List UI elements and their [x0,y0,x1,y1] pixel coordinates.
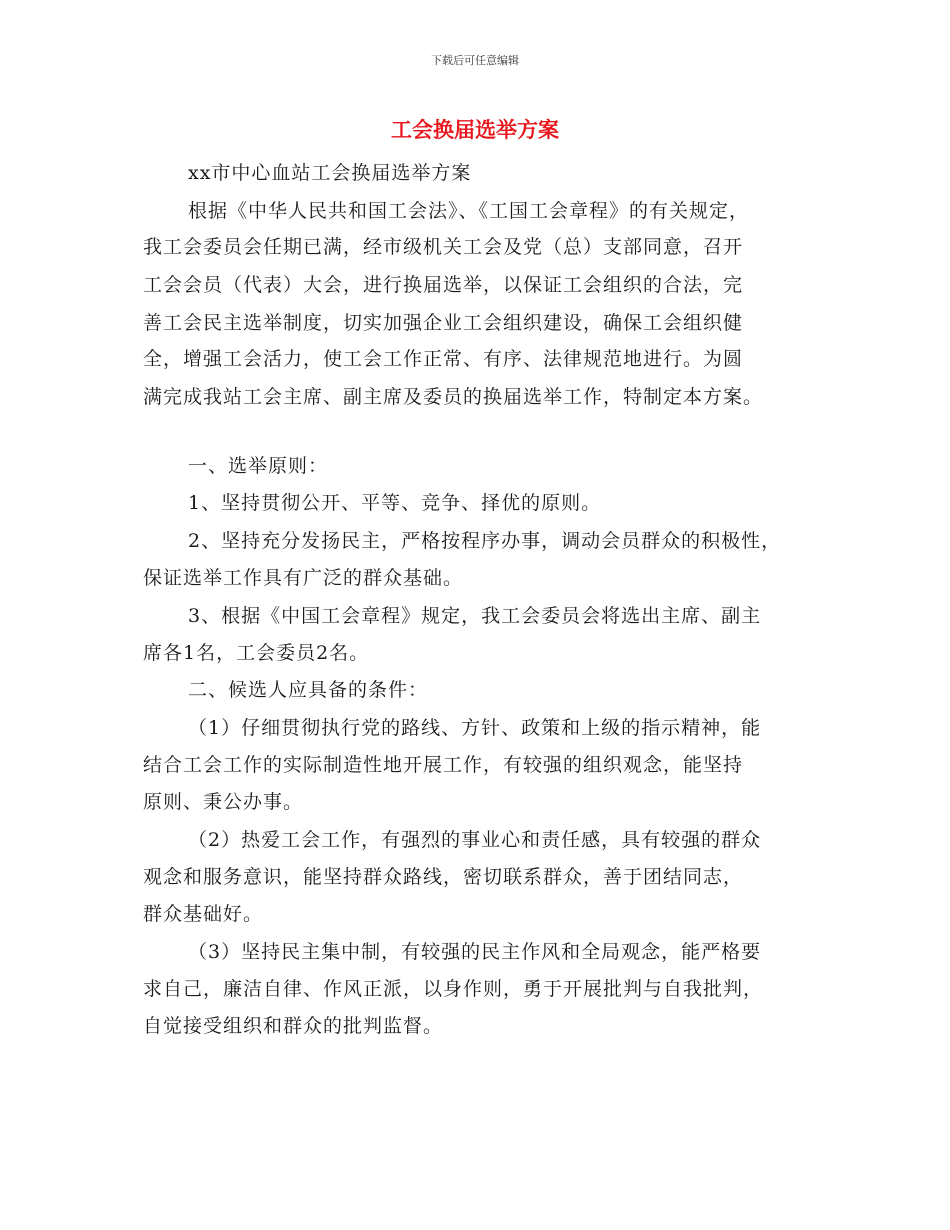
body-line: 保证选举工作具有广泛的群众基础。 [143,567,464,589]
body-line: 全，增强工会活力，使工会工作正常、有序、法律规范地进行。为圆 [143,348,744,370]
body-line: 3、根据《中国工会章程》规定，我工会委员会将选出主席、副主 [188,605,762,627]
body-line: xx市中心血站工会换届选举方案 [188,162,472,184]
section-heading: 二、候选人应具备的条件： [188,679,429,701]
body-line: 工会会员（代表）大会，进行换届选举，以保证工会组织的合法，完 [143,274,744,296]
body-line: 根据《中华人民共和国工会法》、《工国工会章程》的有关规定， [188,200,750,222]
body-line: 求自己，廉洁自律、作风正派，以身作则，勇于开展批判与自我批判， [143,978,764,1000]
body-line: 我工会委员会任期已满，经市级机关工会及党（总）支部同意，召开 [143,236,744,258]
body-line: （3）坚持民主集中制，有较强的民主作风和全局观念，能严格要 [188,941,762,963]
body-line: 结合工会工作的实际制造性地开展工作，有较强的组织观念，能坚持 [143,754,744,776]
page-header: 下载后可任意编辑 [431,54,519,67]
body-line: 群众基础好。 [143,903,264,925]
body-line: 满完成我站工会主席、副主席及委员的换届选举工作，特制定本方案。 [143,386,764,408]
body-line: 自觉接受组织和群众的批判监督。 [143,1015,444,1037]
body-line: 观念和服务意识，能坚持群众路线，密切联系群众，善于团结同志， [143,866,744,888]
body-line: 善工会民主选举制度，切实加强企业工会组织建设，确保工会组织健 [143,312,744,334]
body-line: 2、坚持充分发扬民主，严格按程序办事，调动会员群众的积极性， [188,530,782,552]
body-line: （1）仔细贯彻执行党的路线、方针、政策和上级的指示精神，能 [188,717,762,739]
body-line: 1、坚持贯彻公开、平等、竞争、择优的原则。 [188,492,602,514]
body-line: （2）热爱工会工作，有强烈的事业心和责任感，具有较强的群众 [188,829,762,851]
body-line: 席各1名，工会委员2名。 [143,642,370,664]
body-line: 原则、秉公办事。 [143,791,304,813]
document-title: 工会换届选举方案 [391,118,559,142]
section-heading: 一、选举原则： [188,455,329,477]
